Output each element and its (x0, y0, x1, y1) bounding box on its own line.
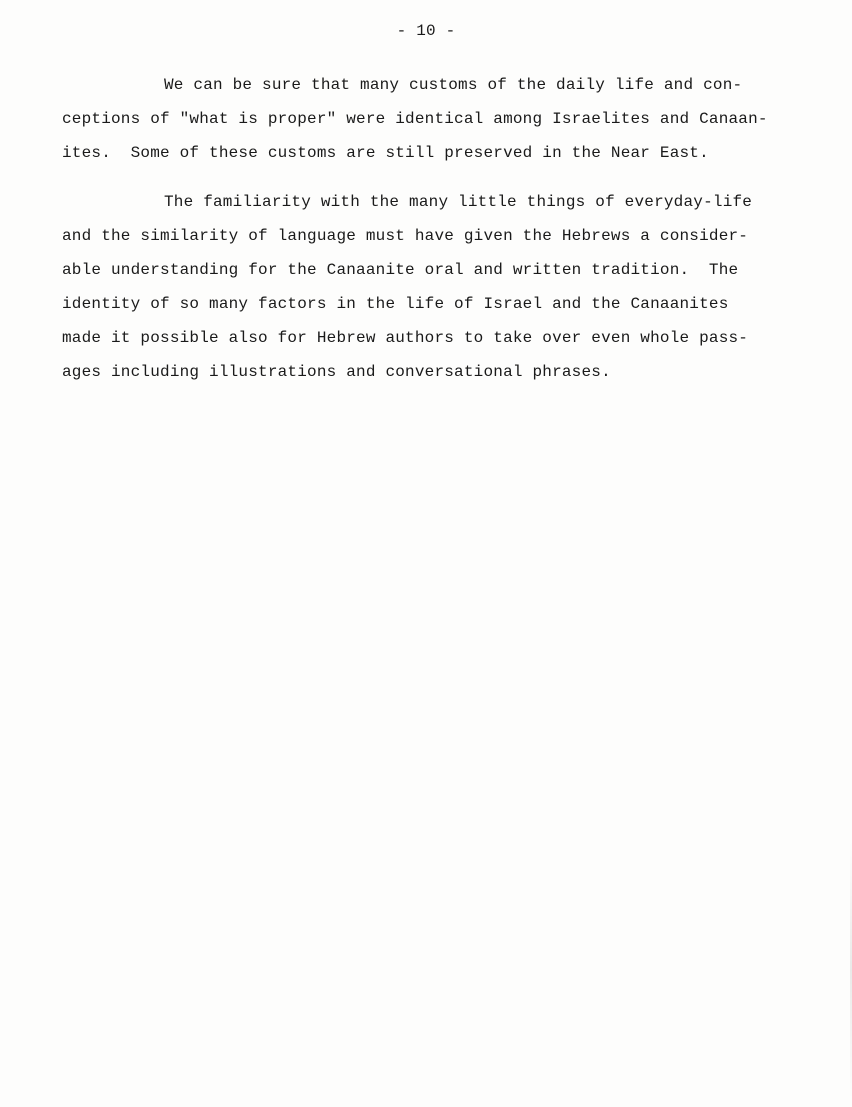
text-line: The familiarity with the many little things of everyday-life (164, 193, 753, 211)
paragraph-familiarity (62, 185, 822, 389)
text-line: made it possible also for Hebrew authors to take over even whole pass- (62, 329, 749, 347)
text-line: ages including illustrations and conversational phrases. (62, 363, 611, 381)
text-line: and the similarity of language must have given the Hebrews a consider- (62, 227, 749, 245)
text-line: ites. Some of these customs are still preserved in the Near East. (62, 144, 709, 162)
paragraph-customs (62, 68, 822, 170)
text-line: able understanding for the Canaanite oral and written tradition. The (62, 261, 739, 279)
text-line: We can be sure that many customs of the daily life and con- (164, 76, 743, 94)
page-number: - 10 - (396, 22, 456, 40)
text-line: ceptions of "what is proper" were identical among Israelites and Canaan- (62, 110, 768, 128)
text-line: identity of so many factors in the life of Israel and the Canaanites (62, 295, 729, 313)
